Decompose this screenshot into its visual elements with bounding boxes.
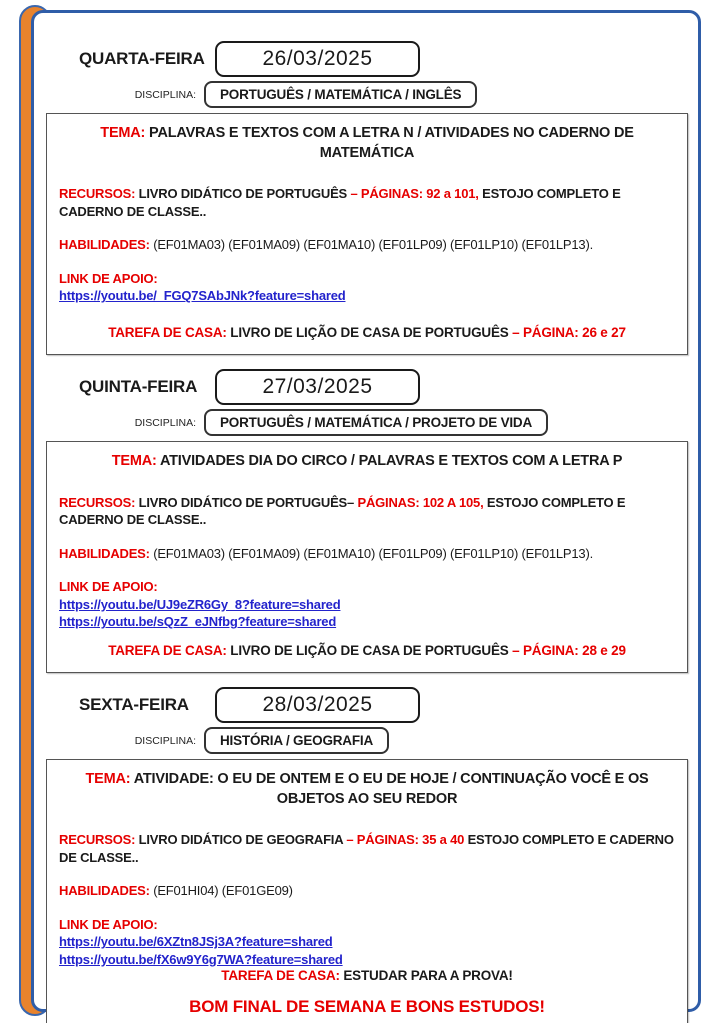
habilidades-codes: (EF01MA03) (EF01MA09) (EF01MA10) (EF01LP09) (EF01LP10) (EF01LP13). [153,237,594,253]
habilidades-line [59,236,675,254]
date-box [215,41,420,77]
date-value: 26/03/2025 [262,47,373,70]
habilidades-codes: (EF01MA03) (EF01MA09) (EF01MA10) (EF01LP09) (EF01LP10) (EF01LP13). [153,545,594,561]
disciplina-label: DISCIPLINA: [134,88,196,101]
tarefa-label: TAREFA DE CASA: [108,325,227,340]
recursos-line [59,494,675,529]
tema-label: TEMA: [85,771,131,787]
habilidades-label: HABILIDADES: [59,545,150,561]
disciplina-label: DISCIPLINA: [134,416,196,429]
tarefa-text: LIVRO DE LIÇÃO DE CASA DE PORTUGUÊS [230,643,509,658]
recursos-pages: PÁGINAS: 102 A 105, [357,494,484,510]
date-value: 27/03/2025 [262,375,373,398]
tema-line [77,124,657,163]
tarefa-label: TAREFA DE CASA: [108,643,227,658]
tarefa-line [59,325,675,354]
tema-line [77,770,657,809]
tema-box [46,441,688,673]
date-box [215,369,420,405]
support-link-1[interactable]: https://youtu.be/UJ9eZR6Gy_8?feature=shared [59,596,341,612]
day-header [79,687,688,723]
tarefa-pages: – PÁGINA: 26 e 27 [512,325,626,340]
recursos-line [59,831,675,866]
link-apoio-line [59,270,675,305]
tarefa-text: LIVRO DE LIÇÃO DE CASA DE PORTUGUÊS [230,325,509,340]
day-name: QUARTA-FEIRA [79,49,205,68]
disciplina-row [46,727,688,754]
habilidades-line [59,545,675,563]
recursos-text: LIVRO DIDÁTICO DE PORTUGUÊS– [138,494,355,510]
disciplina-value: PORTUGUÊS / MATEMÁTICA / PROJETO DE VIDA [220,415,533,430]
tema-label: TEMA: [111,453,157,469]
day-header [79,369,688,405]
tema-label: TEMA: [100,125,146,141]
day-section [46,687,688,1023]
habilidades-line [59,882,675,900]
link-apoio-label: LINK DE APOIO: [59,579,158,595]
tarefa-label: TAREFA DE CASA: [221,968,340,984]
recursos-text: LIVRO DIDÁTICO DE GEOGRAFIA [138,832,343,848]
link-apoio-label: LINK DE APOIO: [59,916,158,932]
support-link-1[interactable]: https://youtu.be/6XZtn8JSj3A?feature=shared [59,934,333,950]
tarefa-pages: – PÁGINA: 28 e 29 [512,643,626,658]
day-header [79,41,688,77]
days-container [46,41,688,1023]
disciplina-value: PORTUGUÊS / MATEMÁTICA / INGLÊS [220,87,462,102]
support-link-1[interactable]: https://youtu.be/_FGQ7SAbJNk?feature=shared [59,288,346,304]
day-name: SEXTA-FEIRA [79,695,189,714]
recursos-pages: – PÁGINAS: 35 a 40 [346,832,465,848]
recursos-tail: ESTOJO COMPLETO E CADERNO DE CLASSE.. [59,494,626,528]
tarefa-text: ESTUDAR PARA A PROVA! [343,968,513,984]
footer-message: BOM FINAL DE SEMANA E BONS ESTUDOS! [189,997,545,1017]
link-apoio-line [59,578,675,631]
page-frame [31,10,701,1017]
tarefa-line [59,968,675,997]
support-link-2[interactable]: https://youtu.be/fX6w9Y6g7WA?feature=shared [59,951,343,967]
date-value: 28/03/2025 [262,693,373,716]
disciplina-box [204,81,477,108]
recursos-pages: – PÁGINAS: 92 a 101, [350,186,479,202]
habilidades-label: HABILIDADES: [59,237,150,253]
recursos-text: LIVRO DIDÁTICO DE PORTUGUÊS [138,186,348,202]
disciplina-box [204,409,548,436]
recursos-line [59,185,675,220]
day-section [46,369,688,673]
disciplina-label: DISCIPLINA: [134,734,196,747]
recursos-label: RECURSOS: [59,494,136,510]
disciplina-row [46,81,688,108]
link-apoio-line [59,916,675,969]
recursos-tail: ESTOJO COMPLETO E CADERNO DE CLASSE.. [59,186,621,219]
recursos-label: RECURSOS: [59,832,136,848]
disciplina-box [204,727,389,754]
day-name: QUINTA-FEIRA [79,377,198,396]
tema-value: ATIVIDADE: O EU DE ONTEM E O EU DE HOJE / CONTINUAÇÃO VOCÊ E OS OBJETOS AO SEU REDOR [133,771,649,807]
link-apoio-label: LINK DE APOIO: [59,270,158,286]
tema-value: ATIVIDADES DIA DO CIRCO / PALAVRAS E TEXTOS COM A LETRA P [159,453,623,469]
date-box [215,687,420,723]
habilidades-codes: (EF01HI04) (EF01GE09) [153,883,293,899]
tema-value: PALAVRAS E TEXTOS COM A LETRA N / ATIVIDADES NO CADERNO DE MATEMÁTICA [149,125,634,161]
tema-line [77,452,657,472]
recursos-tail: ESTOJO COMPLETO E CADERNO DE CLASSE.. [59,832,674,865]
tema-box [46,759,688,1023]
disciplina-value: HISTÓRIA / GEOGRAFIA [220,733,374,748]
tema-box [46,113,688,355]
habilidades-label: HABILIDADES: [59,883,150,899]
support-link-2[interactable]: https://youtu.be/sQzZ_eJNfbg?feature=shared [59,614,337,630]
tarefa-line [59,643,675,672]
disciplina-row [46,409,688,436]
recursos-label: RECURSOS: [59,186,136,202]
day-section [46,41,688,355]
